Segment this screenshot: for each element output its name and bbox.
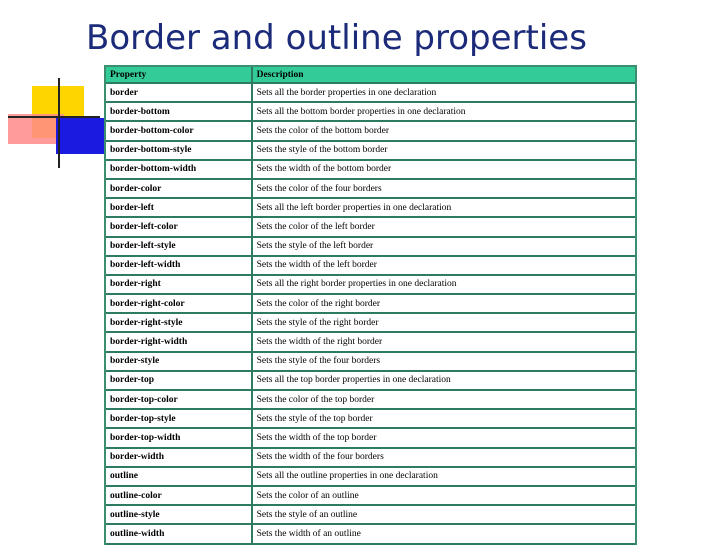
property-cell: outline-style — [106, 506, 253, 525]
description-cell: Sets the width of the left border — [253, 257, 635, 276]
decor-horizontal-line — [8, 116, 100, 118]
description-cell: Sets the width of the four borders — [253, 449, 635, 468]
table-row — [106, 199, 635, 218]
property-cell: border-width — [106, 449, 253, 468]
property-cell: outline — [106, 468, 253, 487]
description-cell: Sets all the outline properties in one declaration — [253, 468, 635, 487]
property-cell: border-bottom-style — [106, 142, 253, 161]
table-row — [106, 449, 635, 468]
table-row — [106, 295, 635, 314]
description-cell: Sets the style of the bottom border — [253, 142, 635, 161]
slide-title: Border and outline properties — [86, 18, 587, 58]
header-property: Property — [106, 67, 253, 84]
description-cell: Sets all the top border properties in one declaration — [253, 372, 635, 391]
table-row — [106, 161, 635, 180]
table-row — [106, 391, 635, 410]
description-cell: Sets the width of the right border — [253, 333, 635, 352]
description-cell: Sets the style of the left border — [253, 238, 635, 257]
property-cell: border-top-style — [106, 410, 253, 429]
table-row — [106, 468, 635, 487]
table-row — [106, 372, 635, 391]
table-row — [106, 525, 635, 544]
description-cell: Sets the width of the top border — [253, 429, 635, 448]
property-cell: border-right-width — [106, 333, 253, 352]
properties-table — [104, 65, 637, 545]
property-cell: border-left — [106, 199, 253, 218]
table-row — [106, 122, 635, 141]
table-row — [106, 429, 635, 448]
table-row — [106, 257, 635, 276]
property-cell: border-bottom-width — [106, 161, 253, 180]
description-cell: Sets the style of the top border — [253, 410, 635, 429]
description-cell: Sets the style of the four borders — [253, 353, 635, 372]
description-cell: Sets the style of the right border — [253, 314, 635, 333]
description-cell: Sets all the bottom border properties in one declaration — [253, 103, 635, 122]
property-cell: border-top-width — [106, 429, 253, 448]
description-cell: Sets the color of the four borders — [253, 180, 635, 199]
table-row — [106, 487, 635, 506]
table-row — [106, 333, 635, 352]
table-row — [106, 103, 635, 122]
property-cell: border-color — [106, 180, 253, 199]
table-row — [106, 410, 635, 429]
table-row — [106, 84, 635, 103]
decor-vertical-line — [58, 78, 60, 168]
property-cell: outline-width — [106, 525, 253, 544]
table-row — [106, 314, 635, 333]
property-cell: border-top-color — [106, 391, 253, 410]
description-cell: Sets the color of the left border — [253, 218, 635, 237]
property-cell: border — [106, 84, 253, 103]
property-cell: border-right-style — [106, 314, 253, 333]
header-description: Description — [253, 67, 635, 84]
property-cell: border-left-color — [106, 218, 253, 237]
description-cell: Sets the color of the top border — [253, 391, 635, 410]
table-row — [106, 180, 635, 199]
table-row — [106, 506, 635, 525]
description-cell: Sets the style of an outline — [253, 506, 635, 525]
property-cell: border-bottom-color — [106, 122, 253, 141]
property-cell: outline-color — [106, 487, 253, 506]
table-header-row — [106, 67, 635, 84]
description-cell: Sets the color of the right border — [253, 295, 635, 314]
description-cell: Sets the width of the bottom border — [253, 161, 635, 180]
table-row — [106, 238, 635, 257]
property-cell: border-style — [106, 353, 253, 372]
decor-blue-square — [56, 118, 104, 154]
description-cell: Sets the width of an outline — [253, 525, 635, 544]
description-cell: Sets all the left border properties in one declaration — [253, 199, 635, 218]
description-cell: Sets all the border properties in one declaration — [253, 84, 635, 103]
table-row — [106, 276, 635, 295]
properties-table-container — [104, 65, 637, 545]
property-cell: border-right — [106, 276, 253, 295]
description-cell: Sets all the right border properties in one declaration — [253, 276, 635, 295]
table-body — [106, 84, 635, 545]
table-row — [106, 218, 635, 237]
property-cell: border-right-color — [106, 295, 253, 314]
description-cell: Sets the color of an outline — [253, 487, 635, 506]
property-cell: border-left-width — [106, 257, 253, 276]
table-row — [106, 142, 635, 161]
property-cell: border-left-style — [106, 238, 253, 257]
description-cell: Sets the color of the bottom border — [253, 122, 635, 141]
table-row — [106, 353, 635, 372]
property-cell: border-top — [106, 372, 253, 391]
property-cell: border-bottom — [106, 103, 253, 122]
